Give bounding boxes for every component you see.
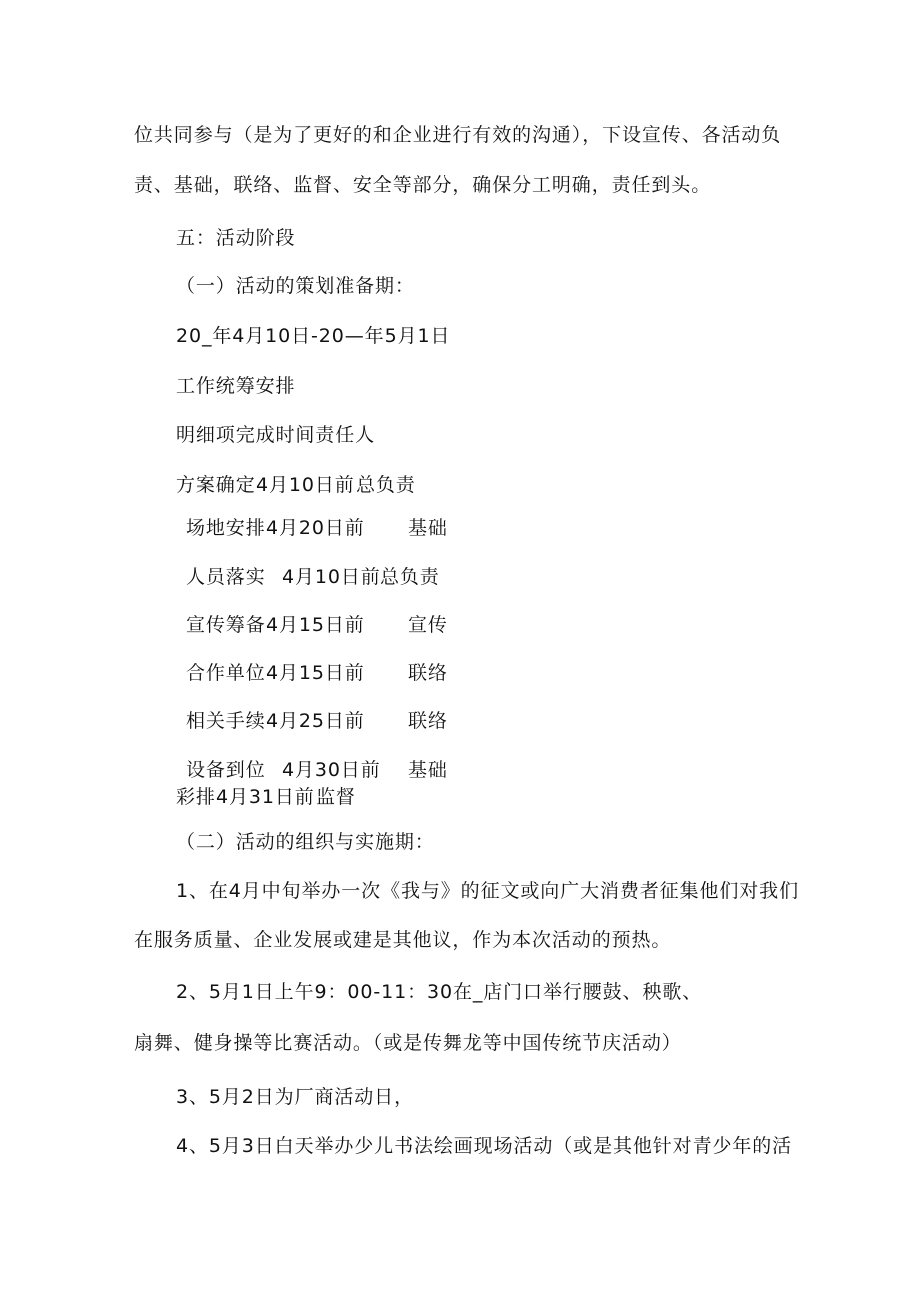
- schedule-item: 设备到位: [186, 759, 266, 781]
- activity-item-2-line-2: 扇舞、健身操等比赛活动。（或是传舞龙等中国传统节庆活动）: [134, 1032, 682, 1054]
- paragraph-intro-line-1: 位共同参与（是为了更好的和企业进行有效的沟通），下设宣传、各活动负: [134, 124, 782, 146]
- section-heading: 五：活动阶段: [176, 227, 296, 249]
- schedule-deadline: 4月20日前: [266, 517, 365, 539]
- schedule-owner: 监督: [316, 786, 356, 808]
- schedule-owner: 联络: [408, 710, 448, 732]
- schedule-deadline: 4月10日前: [282, 566, 381, 588]
- activity-item-1-line-2: 在服务质量、企业发展或建是其他议，作为本次活动的预热。: [134, 929, 672, 951]
- schedule-item: 彩排: [176, 786, 216, 808]
- schedule-table-header: 明细项完成时间责任人: [176, 424, 376, 446]
- schedule-owner: 基础: [408, 517, 448, 539]
- schedule-deadline: 4月30日前: [282, 759, 381, 781]
- subsection-heading-2: （二）活动的组织与实施期：: [176, 831, 435, 853]
- schedule-deadline: 4月31日前: [216, 786, 315, 808]
- schedule-deadline: 4月15日前: [266, 662, 365, 684]
- schedule-item: 方案确定: [176, 474, 256, 496]
- activity-item-1-line-1: 1、在4月中旬举办一次《我与》的征文或向广大消费者征集他们对我们: [176, 880, 799, 902]
- date-range: 20_年4月10日-20—年5月1日: [176, 325, 451, 347]
- schedule-item: 宣传筹备: [186, 614, 266, 636]
- schedule-deadline: 4月15日前: [266, 614, 365, 636]
- activity-item-3: 3、5月2日为厂商活动日，: [176, 1086, 414, 1108]
- schedule-item: 人员落实: [186, 566, 266, 588]
- schedule-deadline: 4月10日前: [256, 474, 355, 496]
- schedule-item: 合作单位: [186, 662, 266, 684]
- schedule-owner: 宣传: [408, 614, 448, 636]
- plan-title: 工作统筹安排: [176, 375, 296, 397]
- schedule-owner: 总负责: [356, 474, 416, 496]
- schedule-owner: 联络: [408, 662, 448, 684]
- paragraph-intro-line-2: 责、基础，联络、监督、安全等部分，确保分工明确，责任到头。: [134, 174, 712, 196]
- activity-item-2-line-1: 2、5月1日上午9：00-11：30在_店门口举行腰鼓、秧歌、: [176, 981, 703, 1003]
- schedule-item: 相关手续: [186, 710, 266, 732]
- schedule-deadline: 4月25日前: [266, 710, 365, 732]
- activity-item-4: 4、5月3日白天举办少儿书法绘画现场活动（或是其他针对青少年的活: [176, 1135, 793, 1157]
- schedule-item: 场地安排: [186, 517, 266, 539]
- schedule-owner: 总负责: [380, 566, 440, 588]
- subsection-heading-1: （一）活动的策划准备期：: [176, 275, 415, 297]
- schedule-owner: 基础: [408, 759, 448, 781]
